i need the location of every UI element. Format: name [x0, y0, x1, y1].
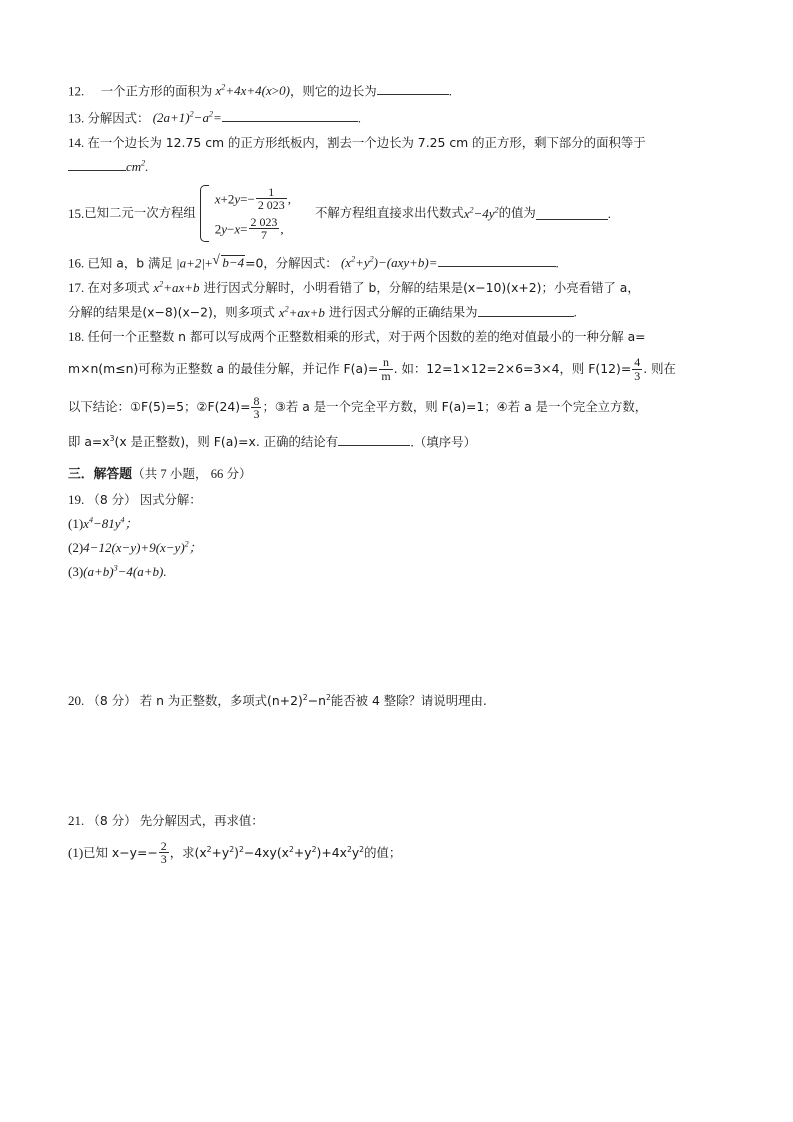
question-17-line2-a: 分解的结果是(x−8)(x−2)，则多项式	[68, 304, 279, 320]
question-16	[68, 254, 728, 270]
question-15	[68, 184, 728, 243]
question-19-sub2-label: (2)	[68, 540, 84, 556]
question-16-period: .	[555, 255, 559, 271]
question-17-poly-1: $x^2+ax+b$	[153, 279, 200, 295]
question-21-prompt: 先分解因式，再求值：	[139, 812, 264, 828]
question-19-number: 19.	[68, 491, 85, 507]
question-21	[68, 814, 728, 866]
question-13-number: 13.	[68, 110, 85, 126]
question-12-number: 12.	[68, 83, 85, 99]
question-13-prompt: 分解因式：	[87, 110, 150, 126]
question-17-poly-2: $x^2+ax+b$	[278, 304, 325, 320]
question-14-answer-blank[interactable]	[68, 158, 126, 171]
question-18-answer-blank[interactable]	[338, 433, 410, 446]
question-18-line3-a: 以下结论：①F(5)=5；②F(24)=	[68, 399, 251, 415]
worksheet-content	[68, 82, 728, 876]
question-15-lead: 已知二元一次方程组	[84, 205, 196, 221]
question-16-radicand: b−4	[222, 255, 245, 271]
question-21-number: 21.	[68, 812, 85, 828]
question-12-answer-blank[interactable]	[377, 82, 449, 95]
question-16-number: 16.	[68, 255, 85, 271]
question-12-expression: $x^2+4x+4(x>0)$	[215, 83, 290, 99]
answer-space-20[interactable]	[68, 719, 728, 814]
question-16-expression: $(x^2+y^2)-(axy+b)=$	[340, 255, 438, 271]
question-17-answer-blank[interactable]	[478, 303, 574, 316]
question-15-answer-blank[interactable]	[536, 207, 608, 220]
question-19-sub1-expression: $x^4-81y^4$；	[83, 515, 138, 532]
fraction-4-over-3: $\frac{4}{3}$	[634, 355, 641, 383]
question-13-period: .	[357, 110, 362, 126]
question-20-prompt: 若 n 为正整数，多项式$(n+2)^2-n^2$能否被 4 整除？请说明理由.	[139, 693, 487, 709]
question-19-sub3-label: (3)	[68, 564, 84, 580]
question-21-sub1-a: 已知 x−y=−	[83, 844, 158, 860]
question-18-line4-b: .（填序号）	[410, 434, 476, 450]
question-17	[68, 281, 728, 319]
section-heading	[68, 463, 728, 482]
question-17-line1-a: 在对多项式	[87, 279, 154, 295]
question-20-number: 20.	[68, 693, 85, 709]
question-18-line2-a: m×n(m≤n)可称为正整数 a 的最佳分解，并记作 F(a)=	[68, 360, 379, 376]
question-15-equation-system	[198, 184, 291, 243]
fraction-1: $\frac{1}{2 023}$	[257, 185, 285, 213]
question-12-text: 一个正方形的面积为	[100, 83, 213, 99]
question-19-sub3-expression: $(a+b)^3-4(a+b)$.	[83, 563, 167, 580]
question-19-sub2-expression: $4-12(x-y)+9(x-y)^2$；	[83, 539, 202, 556]
question-19-prompt: 因式分解：	[139, 491, 202, 507]
question-21-sub1-b: ，求$(x^2+y^2)^2-4xy(x^2+y^2)+4x^2y^2$的值；	[169, 844, 402, 860]
question-12: 12. 一个正方形的面积为 $x^2+4x+4(x>0)$，则它的边长为 .	[68, 83, 452, 99]
question-14-unit: $cm^2$.	[126, 158, 149, 175]
question-15-tail-text: 不解方程组直接求出代数式	[315, 205, 464, 221]
question-20	[68, 694, 728, 707]
fraction-n-over-m: $\frac{n}{m}$	[381, 355, 391, 383]
square-root-icon	[212, 254, 245, 269]
plus-sign: +	[204, 255, 213, 271]
question-16-absolute: |a+2|	[176, 255, 205, 271]
question-19-sub1-label: (1)	[68, 516, 84, 532]
question-18-line3-b: ；③若 a 是一个完全平方数，则 F(a)=1；④若 a 是一个完全立方数，	[262, 399, 648, 415]
question-14-number: 14.	[68, 134, 85, 150]
question-15-tail-expression: $x^2-4y^2$	[463, 205, 499, 222]
question-13-expression: $(2a+1)^2-a^2=$	[152, 109, 222, 126]
question-16-answer-blank[interactable]	[438, 254, 556, 267]
question-21-marks: （8 分）	[87, 812, 137, 828]
question-19-marks: （8 分）	[87, 491, 137, 507]
fraction-8-over-3: $\frac{8}{3}$	[253, 393, 260, 421]
question-17-period: .	[573, 304, 577, 320]
question-18-line4-a: 即 $a=x^3(x$ 是正整数)，则 F(a)=x. 正确的结论有	[68, 434, 339, 450]
question-18	[68, 330, 728, 449]
fraction-2: $\frac{2 023}{7}$	[250, 214, 278, 242]
fraction-2-over-3: $\frac{2}{3}$	[160, 839, 167, 867]
question-18-line2-c: . 则在	[643, 360, 676, 376]
question-17-line2-b: 进行因式分解的正确结果为	[324, 304, 478, 320]
question-20-marks: （8 分）	[87, 693, 137, 709]
section-heading-meta: （共 7 小题， 66 分）	[131, 466, 252, 481]
question-19	[68, 493, 728, 578]
question-16-eq-zero: =0，分解因式：	[245, 255, 338, 271]
question-15-period: .	[607, 206, 611, 222]
question-18-number: 18.	[68, 328, 85, 344]
question-17-number: 17.	[68, 279, 85, 295]
question-14	[68, 136, 728, 174]
question-18-line1: 任何一个正整数 n 都可以写成两个正整数相乘的形式，对于两个因数的差的绝对值最小的一种分解 a=	[87, 328, 646, 344]
question-18-line2-b: . 如：12=1×12=2×6=3×4，则 F(12)=	[393, 360, 632, 376]
question-13	[68, 109, 728, 125]
question-16-text: 已知 a，b 满足	[87, 255, 173, 271]
question-15-number: 15.	[68, 206, 85, 222]
question-15-tail-text2: 的值为	[498, 205, 536, 221]
question-14-text-line1: 在一个边长为 12.75 cm 的正方形纸板内，割去一个边长为 7.25 cm 的正方形，剩下部分的面积等于	[87, 134, 646, 150]
section-heading-title: 三．解答题	[68, 466, 132, 482]
question-17-line1-b: 进行因式分解时，小明看错了 b，分解的结果是(x−10)(x+2)；小亮看错了 a，	[199, 279, 640, 295]
question-21-sub1-label: (1)	[68, 845, 84, 861]
equation-2: 2y−x= $\frac{2 023}{7}$ ,	[214, 214, 284, 242]
answer-space-19[interactable]	[68, 589, 728, 694]
equation-1: x+2y=− $\frac{1}{2 023}$ ,	[214, 185, 291, 213]
question-13-answer-blank[interactable]	[222, 109, 358, 122]
